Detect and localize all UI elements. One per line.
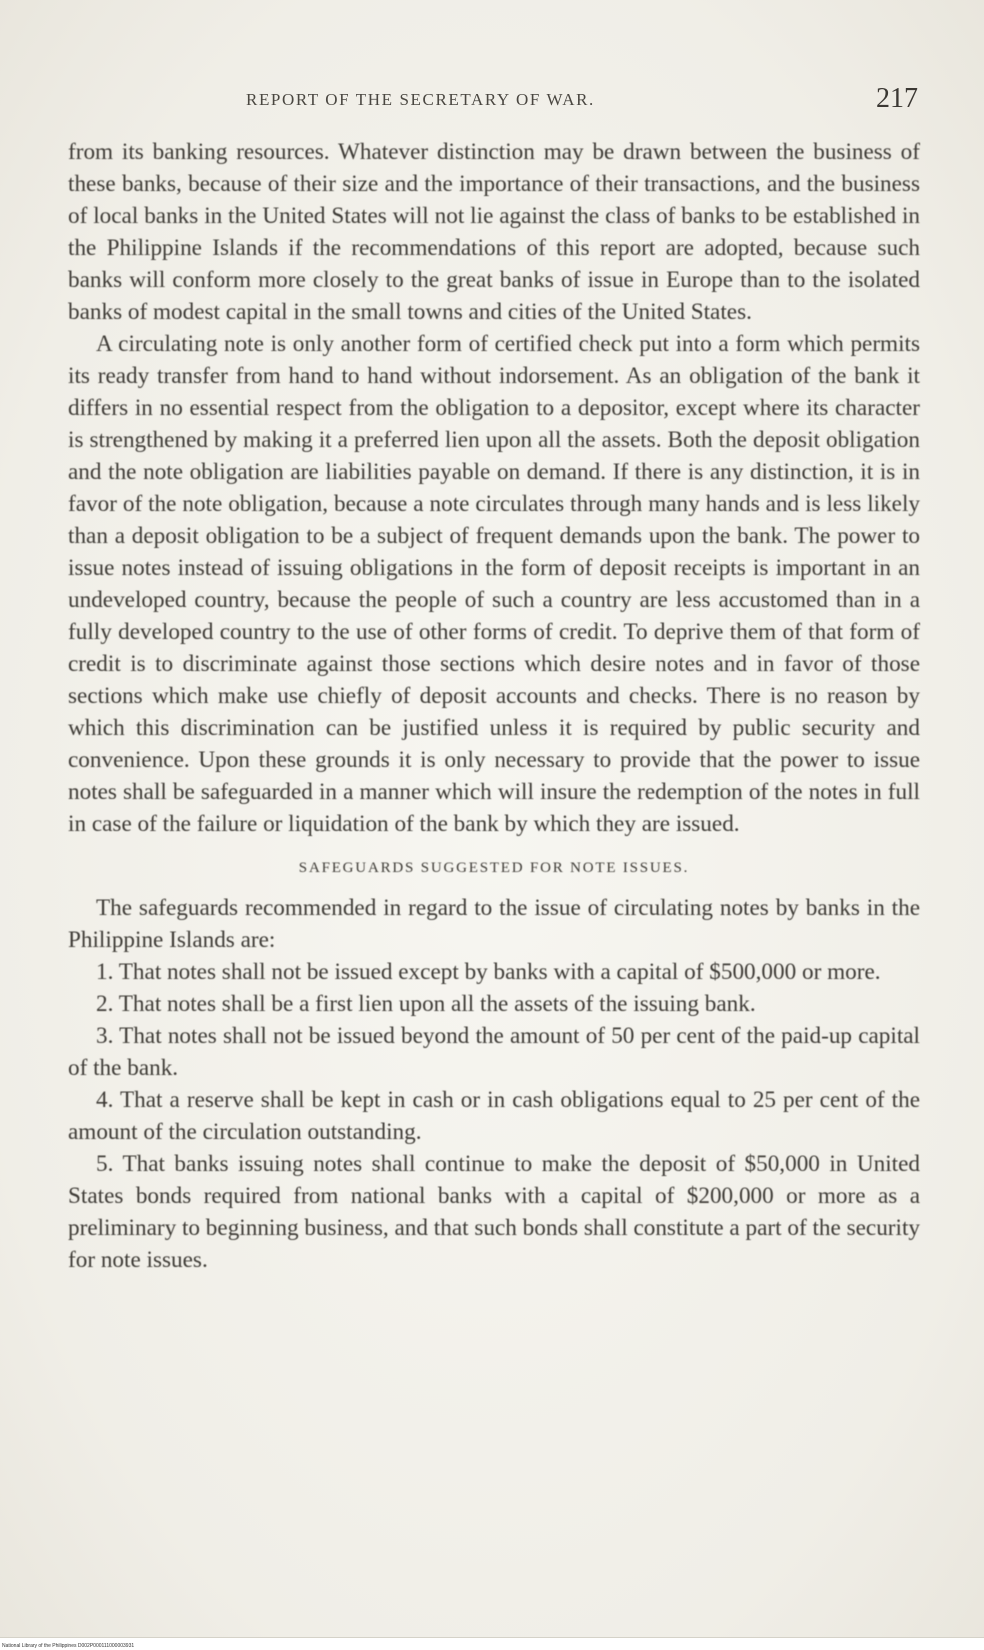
running-head xyxy=(68,83,918,123)
scan-footer xyxy=(0,1637,984,1650)
section-heading: SAFEGUARDS SUGGESTED FOR NOTE ISSUES. xyxy=(298,860,690,876)
body-text xyxy=(68,136,920,1276)
list-item: 5. That banks issuing notes shall continue to make the deposit of $50,000 in United States bonds required from national banks with a capital of $200,000 or more as a preliminary to beginning business, and that such bonds shall constitute a part of the security for note issues. xyxy=(68,1151,920,1273)
scan-footer-text: National Library of the Philippines D002P000111000003931 xyxy=(2,1643,135,1649)
list-item: 3. That notes shall not be issued beyond the amount of 50 per cent of the paid-up capital of the bank. xyxy=(68,1023,920,1081)
list-item: 4. That a reserve shall be kept in cash or in cash obligations equal to 25 per cent of the amount of the circulation outstanding. xyxy=(68,1087,920,1145)
paragraph: from its banking resources. Whatever distinction may be drawn between the business of these banks, because of their size and the importance of their transactions, and the business of local banks in the United States will not lie against the class of banks to be established in the Philippine Islands if the recommendations of this report are adopted, because such banks will conform more closely to the great banks of issue in Europe than to the isolated banks of modest capital in the small towns and cities of the United States. xyxy=(68,139,920,325)
running-head-title: REPORT OF THE SECRETARY OF WAR. xyxy=(246,90,595,109)
paragraph: A circulating note is only another form of certified check put into a form which permits its ready transfer from hand to hand without indorsement. As an obligation of the bank it differs in no essential respect from the obligation to a depositor, except where its character is strengthened by making it a preferred lien upon all the assets. Both the deposit obligation and the note obligation are liabilities payable on demand. If there is any distinction, it is in favor of the note obligation, because a note circulates through many hands and is less likely than a deposit obligation to be a subject of frequent demands upon the bank. The power to issue notes instead of issuing obligations in the form of deposit receipts is important in an undeveloped country, because the people of such a country are less accustomed than in a fully developed country to the use of other forms of credit. To deprive them of that form of credit is to discriminate against those sections which desire notes and in favor of those sections which make use chiefly of deposit accounts and checks. There is no reason by which this discrimination can be justified unless it is required by public security and convenience. Upon these grounds it is only necessary to provide that the power to issue notes shall be safeguarded in a manner which will insure the redemption of the notes in full in case of the failure or liquidation of the bank by which they are issued. xyxy=(68,331,920,837)
list-item: 1. That notes shall not be issued except by banks with a capital of $500,000 or more. xyxy=(96,959,881,985)
list-item: 2. That notes shall be a first lien upon all the assets of the issuing bank. xyxy=(96,991,756,1017)
page-number: 217 xyxy=(876,83,918,114)
section-intro: The safeguards recommended in regard to the issue of circulating notes by banks in the Philippine Islands are: xyxy=(68,895,920,953)
